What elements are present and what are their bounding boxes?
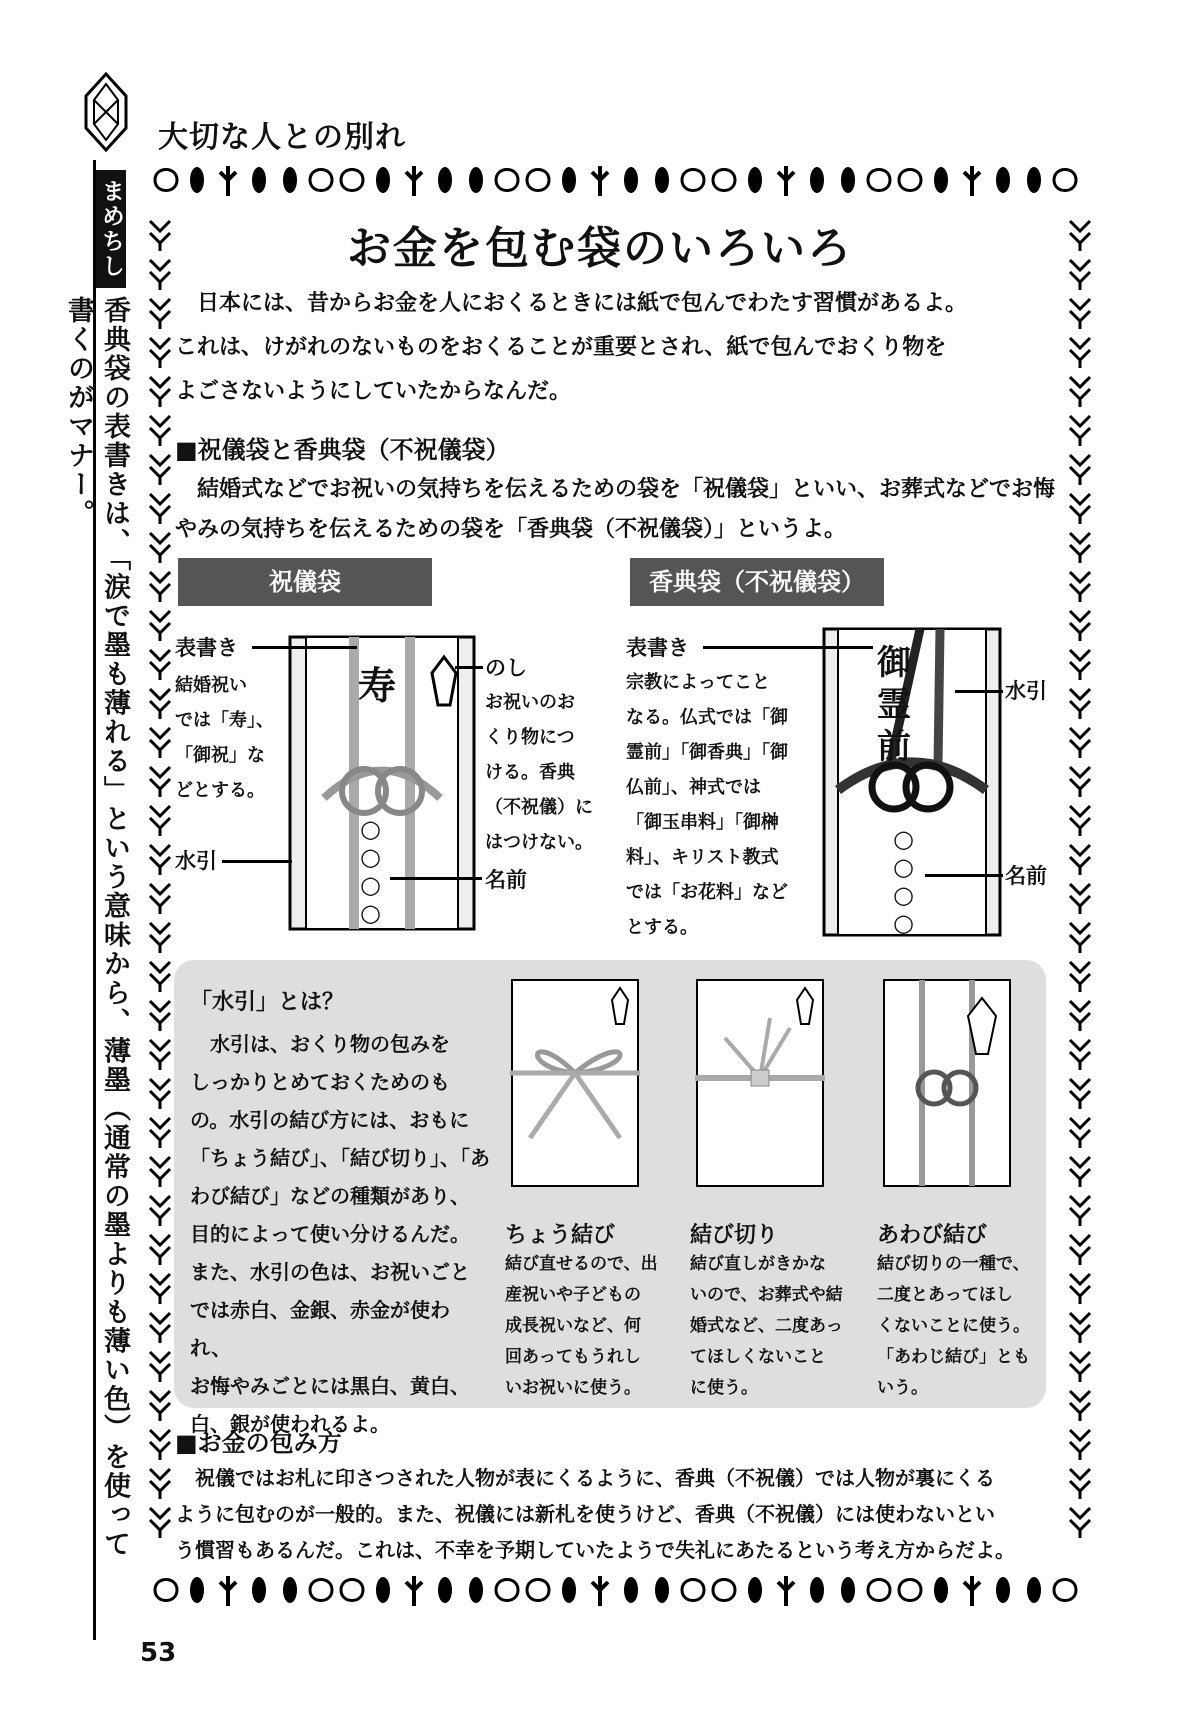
border-ornament: [1070, 1235, 1090, 1265]
border-ornament: [150, 455, 170, 485]
border-ornament: [1070, 845, 1090, 875]
koden-omotegaki-note: [626, 665, 811, 945]
koden-note-4: 仏前」、神式では: [626, 777, 761, 798]
shugi-namae-label: 名前: [485, 868, 527, 892]
section2-line-3: う慣習もあるんだ。これは、不幸を予期していたようで失礼にあたるという考え方からだよ。: [175, 1538, 1015, 1562]
border-ornament: [341, 170, 363, 191]
border-ornament: [1070, 338, 1090, 368]
koden-namae-line: [925, 874, 1003, 877]
border-ornament: [1054, 1580, 1076, 1601]
noshi-note-4: （不祝儀）に: [485, 797, 593, 818]
border-ornament: [1027, 1577, 1041, 1603]
border-ornament: [376, 1577, 390, 1603]
border-ornament: [592, 166, 608, 196]
shugi-circle-3: ○: [360, 871, 381, 899]
border-ornament: [1070, 416, 1090, 446]
label-shugi: 祝儀袋: [178, 558, 432, 606]
koden-char-2: 霊: [877, 685, 911, 725]
mizuhiki-line-10: 白、銀が使われるよ。: [190, 1412, 390, 1436]
border-ornament: [150, 338, 170, 368]
border-ornament: [748, 1577, 762, 1603]
koden-note-2: なる。仏式では「御: [626, 707, 788, 728]
border-ornament: [1070, 962, 1090, 992]
border-ornament: [469, 167, 483, 193]
border-ornament: [682, 1580, 704, 1601]
koden-note-8: とする。: [626, 917, 698, 938]
section1-line-1: 結婚式などでお祝いの気持ちを伝えるための袋を「祝儀袋」といい、お葬式などでお悔: [197, 477, 1056, 502]
shugi-noshi-note: [485, 685, 600, 860]
border-ornament: [150, 1079, 170, 1109]
shugi-circle-4: ○: [360, 899, 381, 927]
intro-line-3: よごさないようにしていたからなんだ。: [175, 379, 572, 404]
border-ornament: [469, 1577, 483, 1603]
border-ornament: [438, 167, 452, 193]
shugi-circle-2: ○: [360, 843, 381, 871]
koden-char-3: 前: [877, 727, 911, 767]
mizuhiki-line-1: 水引は、おくり物の包みを: [210, 1032, 450, 1056]
border-ornament: [1070, 650, 1090, 680]
border-ornament: [868, 1580, 890, 1601]
chou-musubi-illustration: [510, 978, 640, 1188]
knot-musubikiri-line-4: てほしくないこと: [690, 1347, 826, 1367]
border-ornament: [150, 1157, 170, 1187]
koden-char-1: 御: [877, 643, 911, 683]
border-ornament: [150, 962, 170, 992]
border-ornament: [1070, 1157, 1090, 1187]
koden-note-6: 料」、キリスト教式: [626, 847, 779, 868]
border-top: [145, 160, 1085, 200]
border-ornament: [150, 689, 170, 719]
border-ornament: [150, 1352, 170, 1382]
side-tab: まめちしき: [96, 170, 126, 288]
shugi-namae-line: [390, 877, 482, 880]
border-ornament: [1070, 884, 1090, 914]
border-ornament: [283, 1577, 297, 1603]
knot-awaji-line-1: 結び切りの一種で、: [877, 1254, 1030, 1274]
border-ornament: [150, 806, 170, 836]
mizuhiki-line-2: しっかりとめておくためのも: [190, 1070, 450, 1094]
shugi-envelope-char: 寿: [358, 663, 397, 708]
knot-awaji-line-4: 「あわじ結び」とも: [877, 1347, 1030, 1367]
awaji-musubi-illustration: [882, 978, 1012, 1188]
border-ornament: [682, 170, 704, 191]
knot-chou-title: ちょう結び: [505, 1223, 616, 1248]
border-ornament: [341, 1580, 363, 1601]
border-ornament: [1070, 1040, 1090, 1070]
border-ornament: [190, 167, 204, 193]
border-ornament: [1070, 728, 1090, 758]
mizuhiki-line-4: 「ちょう結び」、「結び切り」、「あ: [190, 1146, 490, 1170]
border-ornament: [150, 1196, 170, 1226]
border-ornament: [996, 1577, 1010, 1603]
border-ornament: [1070, 1391, 1090, 1421]
border-ornament: [624, 167, 638, 193]
border-ornament: [150, 377, 170, 407]
side-note: 香典袋の表書きは、「涙で墨も薄れる」という意味から、薄墨（通常の墨よりも薄い色）を使って書くのがマナー。: [63, 296, 130, 1559]
border-ornament: [748, 167, 762, 193]
mizuhiki-line-8: では赤白、金銀、赤金が使われ、: [190, 1298, 450, 1360]
border-ornament: [996, 167, 1010, 193]
koden-omotegaki-label: 表書き: [626, 636, 689, 660]
border-ornament: [934, 167, 948, 193]
knot-awaji-line-3: くないことに使う。: [877, 1316, 1030, 1336]
knot-chou-line-5: いお祝いに使う。: [505, 1378, 641, 1398]
noshi-note-3: ける。香典: [485, 762, 575, 783]
border-ornament: [406, 166, 422, 196]
article-title: お金を包む袋のいろいろ: [347, 223, 853, 274]
border-ornament: [252, 167, 266, 193]
shugi-omotegaki-line: [252, 646, 357, 649]
noshi-note-5: はつけない。: [485, 832, 593, 853]
section1-body: [175, 470, 1055, 550]
noshi-note-1: お祝いのお: [485, 692, 575, 713]
border-ornament: [150, 650, 170, 680]
border-ornament: [376, 167, 390, 193]
shugi-mizuhiki-line: [222, 860, 292, 863]
knot-awaji-title: あわび結び: [877, 1223, 988, 1248]
border-ornament: [1070, 1001, 1090, 1031]
intro-line-1: 日本には、昔からお金を人におくるときには紙で包んでわたす習慣があるよ。: [197, 291, 968, 316]
chapter-emblem-icon: [84, 72, 128, 152]
border-ornament: [624, 1577, 638, 1603]
border-ornament: [1070, 572, 1090, 602]
border-ornament: [1070, 767, 1090, 797]
shugi-noshi-label: のし: [485, 656, 527, 680]
knot-musubikiri: [690, 1218, 850, 1404]
border-ornament: [964, 166, 980, 196]
border-ornament: [220, 1576, 236, 1606]
border-ornament: [150, 1391, 170, 1421]
koden-note-5: 「御玉串料」「御榊: [626, 812, 779, 833]
border-left: [148, 215, 172, 1555]
border-ornament: [150, 1469, 170, 1499]
border-ornament: [310, 1580, 332, 1601]
border-ornament: [934, 1577, 948, 1603]
border-ornament: [964, 1576, 980, 1606]
musubikiri-illustration: [695, 978, 825, 1188]
knot-musubikiri-line-5: に使う。: [690, 1378, 758, 1398]
knot-awaji-line-2: 二度とあってほし: [877, 1285, 1013, 1305]
border-ornament: [150, 572, 170, 602]
border-ornament: [1070, 1313, 1090, 1343]
knot-awaji-desc: [877, 1249, 1037, 1404]
mizuhiki-line-6: 目的によって使い分けるんだ。: [190, 1222, 470, 1246]
border-ornament: [810, 167, 824, 193]
shugi-note-2: では「寿」、: [175, 710, 274, 731]
shugi-note-1: 結婚祝い: [175, 675, 247, 696]
border-ornament: [655, 167, 669, 193]
border-ornament: [1070, 1118, 1090, 1148]
chapter-title: 大切な人との別れ: [158, 120, 406, 155]
koden-circle-2: ○: [893, 853, 914, 881]
knot-chou-line-3: 成長祝いなど、何: [505, 1316, 641, 1336]
shugi-note-4: どとする。: [175, 780, 265, 801]
border-ornament: [778, 166, 794, 196]
koden-circle-4: ○: [893, 909, 914, 937]
knot-musubikiri-line-1: 結び直しがきかな: [690, 1254, 826, 1274]
border-ornament: [310, 170, 332, 191]
border-ornament: [150, 1313, 170, 1343]
mizuhiki-line-5: わび結び」などの種類があり、: [190, 1184, 470, 1208]
border-ornament: [283, 167, 297, 193]
border-ornament: [496, 170, 518, 191]
koden-omotegaki-line: [703, 646, 873, 649]
section-heading-wrapping: ■お金の包み方: [175, 1429, 342, 1457]
border-ornament: [1070, 1430, 1090, 1460]
section2-line-2: ように包むのが一般的。また、祝儀には新札を使うけど、香典（不祝儀）には使わないとい: [175, 1502, 995, 1526]
border-ornament: [150, 1430, 170, 1460]
border-ornament: [406, 1576, 422, 1606]
border-ornament: [150, 533, 170, 563]
border-ornament: [562, 167, 576, 193]
border-ornament: [496, 1580, 518, 1601]
koden-envelope-chars: [877, 642, 917, 768]
border-ornament: [592, 1576, 608, 1606]
border-ornament: [1070, 1079, 1090, 1109]
border-ornament: [1070, 923, 1090, 953]
border-ornament: [190, 1577, 204, 1603]
border-ornament: [150, 494, 170, 524]
border-ornament: [150, 884, 170, 914]
border-ornament: [1070, 1469, 1090, 1499]
shugi-circle-1: ○: [360, 815, 381, 843]
border-ornament: [899, 1580, 921, 1601]
border-ornament: [868, 170, 890, 191]
border-ornament: [150, 1508, 170, 1538]
border-ornament: [810, 1577, 824, 1603]
border-ornament: [562, 1577, 576, 1603]
mizuhiki-heading: 「水引」とは？: [190, 990, 345, 1015]
mizuhiki-body: [190, 1025, 490, 1443]
shugi-omotegaki-note: [175, 668, 275, 808]
border-ornament: [1070, 806, 1090, 836]
mizuhiki-line-7: また、水引の色は、お祝いごと: [190, 1260, 470, 1284]
koden-circle-1: ○: [893, 825, 914, 853]
border-ornament: [150, 1118, 170, 1148]
koden-circle-3: ○: [893, 881, 914, 909]
intro-paragraph: [175, 282, 1055, 414]
border-ornament: [155, 170, 177, 191]
border-ornament: [150, 1235, 170, 1265]
border-ornament: [150, 1001, 170, 1031]
shugi-noshi-line: [455, 666, 483, 669]
noshi-note-2: くり物につ: [485, 727, 575, 748]
border-ornament: [150, 416, 170, 446]
border-ornament: [1070, 455, 1090, 485]
border-ornament: [1070, 1508, 1090, 1538]
shugi-circles: [360, 815, 390, 927]
knot-chou-line-1: 結び直せるので、出: [505, 1254, 658, 1274]
border-ornament: [1070, 1196, 1090, 1226]
border-ornament: [252, 1577, 266, 1603]
koden-note-3: 霊前」「御香典」「御: [626, 742, 788, 763]
border-ornament: [778, 1576, 794, 1606]
knot-chou-line-2: 産祝いや子どもの: [505, 1285, 641, 1305]
knot-chou: [505, 1218, 665, 1404]
page-number: 53: [140, 1638, 177, 1668]
shugi-mizuhiki-label: 水引: [175, 849, 217, 873]
border-ornament: [150, 611, 170, 641]
knot-awaji: [877, 1218, 1037, 1404]
border-ornament: [150, 845, 170, 875]
border-ornament: [841, 167, 855, 193]
shugi-omotegaki-label: 表書き: [175, 636, 238, 660]
knot-chou-line-4: 回あってもうれし: [505, 1347, 641, 1367]
koden-mizuhiki-line: [955, 690, 1003, 693]
border-ornament: [1070, 299, 1090, 329]
border-ornament: [1070, 1352, 1090, 1382]
border-ornament: [438, 1577, 452, 1603]
border-bottom: [145, 1570, 1085, 1610]
koden-circles: [893, 825, 923, 937]
section2-line-1: 祝儀ではお札に印さつされた人物が表にくるように、香典（不祝儀）では人物が裏にくる: [195, 1466, 995, 1490]
section-heading-envelopes: ■祝儀袋と香典袋（不祝儀袋）: [175, 436, 510, 464]
label-koden: 香典袋（不祝儀袋）: [630, 558, 884, 606]
section1-line-2: やみの気持ちを伝えるための袋を「香典袋（不祝儀袋）」というよ。: [175, 517, 847, 542]
section2-body: [175, 1460, 1055, 1568]
intro-line-2: これは、けがれのないものをおくることが重要とされ、紙で包んでおくり物を: [175, 335, 947, 360]
koden-note-1: 宗教によってこと: [626, 672, 770, 693]
knot-awaji-line-5: いう。: [877, 1378, 928, 1398]
border-ornament: [655, 1577, 669, 1603]
border-ornament: [1070, 611, 1090, 641]
knot-musubikiri-line-3: 婚式など、二度あっ: [690, 1316, 843, 1336]
knot-musubikiri-title: 結び切り: [690, 1223, 779, 1248]
border-ornament: [1070, 533, 1090, 563]
shugi-note-3: 「御祝」な: [175, 745, 265, 766]
border-right: [1068, 215, 1092, 1555]
border-ornament: [150, 923, 170, 953]
mizuhiki-line-9: お悔やみごとには黒白、黄白、: [190, 1374, 470, 1398]
border-ornament: [1070, 689, 1090, 719]
border-ornament: [1070, 377, 1090, 407]
border-ornament: [527, 170, 549, 191]
border-ornament: [1054, 170, 1076, 191]
knot-musubikiri-desc: [690, 1249, 850, 1404]
border-ornament: [841, 1577, 855, 1603]
mizuhiki-line-3: の。水引の結び方には、おもに: [190, 1108, 470, 1132]
border-ornament: [713, 1580, 735, 1601]
knot-chou-desc: [505, 1249, 665, 1404]
border-ornament: [713, 170, 735, 191]
border-ornament: [150, 1274, 170, 1304]
border-ornament: [1027, 167, 1041, 193]
koden-namae-label: 名前: [1005, 864, 1047, 888]
border-ornament: [899, 170, 921, 191]
knot-musubikiri-line-2: いので、お葬式や結: [690, 1285, 843, 1305]
border-ornament: [527, 1580, 549, 1601]
border-ornament: [150, 767, 170, 797]
koden-mizuhiki-label: 水引: [1005, 679, 1047, 703]
border-ornament: [150, 1040, 170, 1070]
border-ornament: [150, 728, 170, 758]
koden-note-7: では「お花料」など: [626, 882, 788, 903]
border-ornament: [220, 166, 236, 196]
border-ornament: [1070, 494, 1090, 524]
border-ornament: [155, 1580, 177, 1601]
border-ornament: [150, 299, 170, 329]
border-ornament: [1070, 1274, 1090, 1304]
